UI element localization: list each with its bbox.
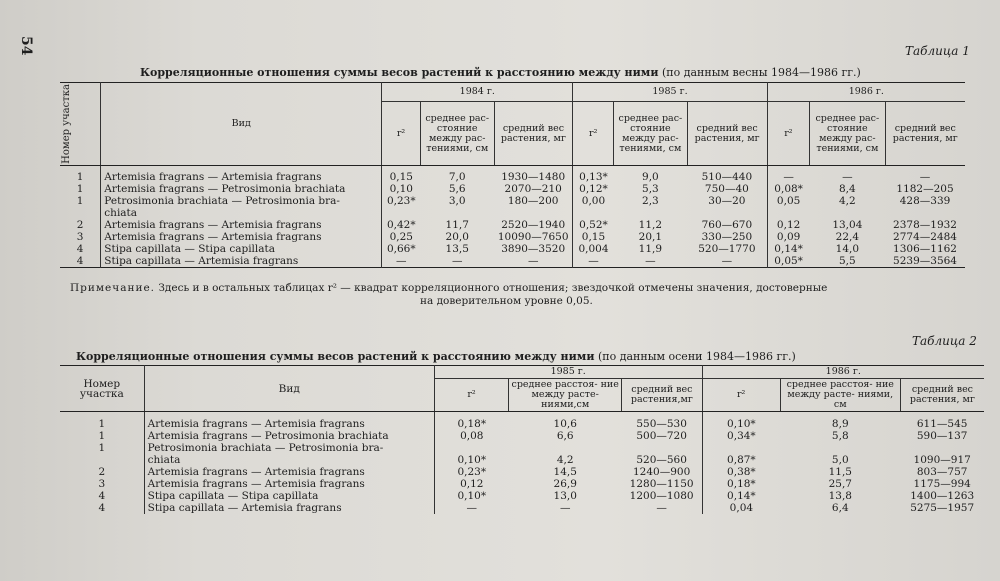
r2-cell-1985: 0,10* <box>434 490 508 502</box>
distance-cell-1986: 13,04 <box>832 218 863 231</box>
table1-note-line1: Здесь и в остальных таблицах r² — квадрат корреляционного отношения; звездочкой отмечены значения, достоверные <box>158 282 828 294</box>
table1-header-year-1986: 1986 г. <box>767 83 965 102</box>
weight-cell-1984: 3890—3520 <box>501 242 566 255</box>
table-row <box>60 490 984 502</box>
species-cell: Stipa capillata — Stipa capillata <box>101 243 382 255</box>
table1-sub-r-1984: r² <box>382 102 421 166</box>
weight-cell-1984: 2520—1940 <box>501 218 566 231</box>
distance-cell-1984: 3,0 <box>448 194 466 207</box>
weight-cell-1984 <box>494 207 573 219</box>
r2-cell-1984 <box>382 207 421 219</box>
distance-cell-1986: 5,8 <box>831 430 849 442</box>
r2-cell-1985: 0,23* <box>434 466 508 478</box>
plot-number-cell: 1 <box>98 442 106 454</box>
r2-cell-1984: 0,10 <box>382 183 421 195</box>
r2-cell-1984: — <box>382 255 421 268</box>
species-cell: chiata <box>144 454 434 466</box>
weight-cell-1986: 1306—1162 <box>893 242 957 255</box>
table-row <box>60 207 965 219</box>
distance-cell-1984: — <box>451 254 463 267</box>
r2-cell-1985: 0,08 <box>434 430 508 442</box>
table1-note-head: Примечание. <box>70 282 156 294</box>
r2-cell-1986: 0,12 <box>767 219 810 231</box>
species-cell: Artemisia fragrans — Artemisia fragrans <box>144 466 434 478</box>
plot-number-cell: 4 <box>76 242 84 255</box>
weight-cell-1986: 803—757 <box>916 466 968 478</box>
distance-cell-1985: 11,9 <box>638 242 663 255</box>
table1-sub-dist-1985: среднее рас- стояние между рас- тениями, см <box>614 102 688 166</box>
plot-number-cell: 3 <box>98 478 106 490</box>
weight-cell-1985: 750—40 <box>704 182 749 195</box>
r2-cell-1986: 0,14* <box>767 243 810 255</box>
table1-label: Таблица 1 <box>905 44 970 58</box>
table1-header-plot: Номер участка <box>60 83 101 166</box>
r2-cell-1986: 0,87* <box>702 454 780 466</box>
species-cell: Artemisia fragrans — Artemisia fragrans <box>101 231 382 243</box>
distance-cell-1985 <box>614 207 688 219</box>
table2-label: Таблица 2 <box>912 334 977 348</box>
species-cell: Artemisia fragrans — Artemisia fragrans <box>101 219 382 231</box>
distance-cell-1985: 10,6 <box>553 418 577 430</box>
r2-cell-1985: — <box>573 255 614 268</box>
r2-cell-1985: 0,00 <box>573 195 614 207</box>
weight-cell-1986: 590—137 <box>916 430 968 442</box>
weight-cell-1985: — <box>721 254 733 267</box>
r2-cell-1985: — <box>434 502 508 514</box>
distance-cell-1986: 14,0 <box>835 242 860 255</box>
distance-cell-1986: 5,5 <box>838 254 856 267</box>
weight-cell-1985: 1280—1150 <box>629 478 694 490</box>
distance-cell-1985: 9,0 <box>642 170 659 183</box>
distance-cell-1985: 2,3 <box>642 194 659 207</box>
distance-cell-1984: 20,0 <box>445 230 469 243</box>
distance-cell-1986: — <box>842 170 853 183</box>
plot-number-cell: 4 <box>98 502 106 514</box>
distance-cell-1986 <box>810 207 885 219</box>
r2-cell-1985: 0,12* <box>573 183 614 195</box>
distance-cell-1985: 5,3 <box>642 182 659 195</box>
table1-header-year-1985: 1985 г. <box>573 83 767 102</box>
distance-cell-1984: 5,6 <box>448 182 466 195</box>
weight-cell-1984: 10090—7650 <box>497 230 569 243</box>
distance-cell-1986: 25,7 <box>828 478 852 490</box>
table1-body <box>60 165 965 270</box>
species-cell: Petrosimonia brachiata — Petrosimonia bra- <box>144 442 434 454</box>
r2-cell-1985: 0,12 <box>434 478 508 490</box>
weight-cell-1986: 428—339 <box>899 194 951 207</box>
distance-cell-1986: 5,0 <box>831 454 849 466</box>
plot-number-cell <box>60 454 144 466</box>
r2-cell-1984: 0,42* <box>382 219 421 231</box>
table2-sub-dist-1986: среднее расстоя- ние между расте- ниями, см <box>780 379 900 412</box>
table1-sub-weight-1986: средний вес растения, мг <box>885 102 965 166</box>
species-cell: Artemisia fragrans — Artemisia fragrans <box>101 165 382 183</box>
r2-cell-1985: 0,15 <box>573 231 614 243</box>
distance-cell-1985: 20,1 <box>638 230 663 243</box>
table-row <box>60 442 984 454</box>
table1-sub-dist-1986: среднее рас- стояние между рас- тениями, см <box>810 102 885 166</box>
table2-header-year-1986: 1986 г. <box>702 366 984 379</box>
distance-cell-1984: 7,0 <box>448 170 466 183</box>
weight-cell-1985 <box>622 442 702 454</box>
r2-cell-1986: 0,38* <box>702 466 780 478</box>
weight-cell-1985: 510—440 <box>701 170 753 183</box>
distance-cell-1985: 4,2 <box>556 454 574 466</box>
weight-cell-1986: 1090—917 <box>913 454 971 466</box>
table2-header-species: Вид <box>144 366 434 412</box>
weight-cell-1986: 2774—2484 <box>893 230 957 243</box>
distance-cell-1985: 14,5 <box>553 466 577 478</box>
r2-cell-1986: 0,04 <box>702 502 780 514</box>
distance-cell-1986: 4,2 <box>838 194 856 207</box>
distance-cell-1986 <box>780 442 900 454</box>
weight-cell-1986: 611—545 <box>916 418 968 430</box>
table-row <box>60 502 984 514</box>
table-row <box>60 165 965 183</box>
r2-cell-1986 <box>702 442 780 454</box>
r2-cell-1985: 0,52* <box>573 219 614 231</box>
r2-cell-1985: 0,18* <box>434 412 508 431</box>
distance-cell-1984: 11,7 <box>445 218 469 231</box>
table2-title-bold: Корреляционные отношения суммы весов растений к расстоянию между ними <box>76 350 595 363</box>
r2-cell-1986: 0,05 <box>767 195 810 207</box>
table-row <box>60 478 984 490</box>
table1-title-rest: (по данным весны 1984—1986 гг.) <box>661 66 861 79</box>
weight-cell-1985: 1240—900 <box>633 466 691 478</box>
distance-cell-1986: 11,5 <box>828 466 852 478</box>
table1-sub-r-1985: r² <box>573 102 614 166</box>
table-row <box>60 412 984 431</box>
table1-sub-weight-1985: средний вес растения, мг <box>687 102 767 166</box>
distance-cell-1985: — <box>645 254 656 267</box>
table-row <box>60 255 965 268</box>
table-row <box>60 466 984 478</box>
weight-cell-1984: — <box>527 254 539 267</box>
species-cell: Stipa capillata — Stipa capillata <box>144 490 434 502</box>
r2-cell-1986: 0,34* <box>702 430 780 442</box>
species-cell: Stipa capillata — Artemisia fragrans <box>144 502 434 514</box>
table2-sub-r-1986: r² <box>702 379 780 412</box>
plot-number-cell: 4 <box>98 490 106 502</box>
table-row <box>60 454 984 466</box>
distance-cell-1985: 13,0 <box>553 490 577 502</box>
table2-title-rest: (по данным осени 1984—1986 гг.) <box>597 350 796 363</box>
table-row <box>60 430 984 442</box>
r2-cell-1985 <box>434 442 508 454</box>
table2-sub-weight-1986: средний вес растения, мг <box>900 379 984 412</box>
table-row <box>60 243 965 255</box>
distance-cell-1985: 11,2 <box>638 218 663 231</box>
weight-cell-1984: 1930—1480 <box>501 170 566 183</box>
distance-cell-1984 <box>420 207 494 219</box>
plot-number-cell: 2 <box>98 466 106 478</box>
weight-cell-1986 <box>885 207 965 219</box>
r2-cell-1984: 0,66* <box>382 243 421 255</box>
weight-cell-1986: 5239—3564 <box>893 254 957 267</box>
distance-cell-1985 <box>509 442 622 454</box>
distance-cell-1986: 6,4 <box>831 502 849 514</box>
weight-cell-1986: 1400—1263 <box>910 490 975 502</box>
weight-cell-1986: — <box>919 170 931 183</box>
r2-cell-1985: 0,13* <box>573 165 614 183</box>
plot-number-cell: 2 <box>76 218 84 231</box>
weight-cell-1985: 760—670 <box>701 218 753 231</box>
plot-number-cell: 1 <box>98 430 106 442</box>
plot-number-cell: 1 <box>76 182 84 195</box>
table1-sub-weight-1984: средний вес растения, мг <box>494 102 573 166</box>
table1-note-line2: на доверительном уровне 0,05. <box>420 295 593 307</box>
distance-cell-1985: 6,6 <box>556 430 574 442</box>
weight-cell-1986: 1175—994 <box>913 478 971 490</box>
r2-cell-1986: 0,10* <box>702 412 780 431</box>
table2-header-year-1985: 1985 г. <box>434 366 702 379</box>
plot-number-cell: 1 <box>76 170 84 183</box>
weight-cell-1985: 500—720 <box>636 430 687 442</box>
r2-cell-1986 <box>767 207 810 219</box>
r2-cell-1985 <box>573 207 614 219</box>
table2-title <box>76 350 796 363</box>
r2-cell-1984: 0,15 <box>382 165 421 183</box>
table1-note <box>70 282 827 308</box>
distance-cell-1986: 22,4 <box>835 230 860 243</box>
r2-cell-1986: 0,08* <box>767 183 810 195</box>
weight-cell-1985: — <box>656 502 667 514</box>
species-cell: Petrosimonia brachiata — Petrosimonia bra- <box>101 195 382 207</box>
table1-title <box>140 66 861 79</box>
r2-cell-1986: 0,05* <box>767 255 810 268</box>
r2-cell-1986: 0,09 <box>767 231 810 243</box>
weight-cell-1986: 2378—1932 <box>893 218 957 231</box>
weight-cell-1985: 330—250 <box>701 230 753 243</box>
table-row <box>60 219 965 231</box>
table2-sub-weight-1985: средний вес растения,мг <box>622 379 702 412</box>
table-row <box>60 195 965 207</box>
r2-cell-1984: 0,25 <box>382 231 421 243</box>
species-cell: Stipa capillata — Artemisia fragrans <box>101 255 382 268</box>
page-number: 54 <box>18 36 34 56</box>
table1-title-bold: Корреляционные отношения суммы весов растений к расстоянию между ними <box>140 66 659 79</box>
table1-header-year-1984: 1984 г. <box>382 83 573 102</box>
species-cell: Artemisia fragrans — Artemisia fragrans <box>144 412 434 431</box>
table1-sub-dist-1984: среднее рас- стояние между рас- тениями, см <box>420 102 494 166</box>
table-row <box>60 231 965 243</box>
plot-number-cell: 3 <box>76 230 84 243</box>
species-cell: Artemisia fragrans — Artemisia fragrans <box>144 478 434 490</box>
weight-cell-1985: 550—530 <box>636 418 687 430</box>
plot-number-cell: 1 <box>76 194 84 207</box>
distance-cell-1985: 26,9 <box>553 478 577 490</box>
r2-cell-1985: 0,004 <box>573 243 614 255</box>
weight-cell-1985: 1200—1080 <box>629 490 694 502</box>
table1-bottom-rule-cell <box>60 267 965 270</box>
weight-cell-1985: 520—1770 <box>698 242 756 255</box>
weight-cell-1985 <box>687 207 767 219</box>
r2-cell-1985: 0,10* <box>434 454 508 466</box>
table2-body <box>60 412 984 515</box>
table1 <box>60 82 965 270</box>
table1-bottom-rule <box>60 267 965 270</box>
plot-number-cell: 1 <box>98 418 106 430</box>
r2-cell-1986: 0,14* <box>702 490 780 502</box>
r2-cell-1986: 0,18* <box>702 478 780 490</box>
r2-cell-1986: — <box>767 165 810 183</box>
species-cell: chiata <box>101 207 382 219</box>
distance-cell-1986: 8,9 <box>831 418 849 430</box>
weight-cell-1986 <box>900 442 984 454</box>
plot-number-cell <box>60 207 101 219</box>
weight-cell-1986: 5275—1957 <box>910 502 975 514</box>
weight-cell-1984: 2070—210 <box>504 182 562 195</box>
distance-cell-1986: 13,8 <box>828 490 852 502</box>
table-row <box>60 183 965 195</box>
table2 <box>60 365 984 514</box>
species-cell: Artemisia fragrans — Petrosimonia brachiata <box>144 430 434 442</box>
weight-cell-1985: 30—20 <box>708 194 746 207</box>
table2-sub-r-1985: r² <box>434 379 508 412</box>
table2-header-plot: Номер участка <box>60 366 144 412</box>
weight-cell-1985: 520—560 <box>636 454 687 466</box>
weight-cell-1984: 180—200 <box>507 194 559 207</box>
distance-cell-1984: 13,5 <box>445 242 469 255</box>
weight-cell-1986: 1182—205 <box>896 182 954 195</box>
table2-sub-dist-1985: среднее расстоя- ние между расте- ниями,см <box>509 379 622 412</box>
plot-number-cell: 4 <box>76 254 84 267</box>
table1-sub-r-1986: r² <box>767 102 810 166</box>
table1-header-species: Вид <box>101 83 382 166</box>
distance-cell-1986: 8,4 <box>838 182 856 195</box>
r2-cell-1984: 0,23* <box>382 195 421 207</box>
species-cell: Artemisia fragrans — Petrosimonia brachiata <box>101 183 382 195</box>
distance-cell-1985: — <box>559 502 571 514</box>
